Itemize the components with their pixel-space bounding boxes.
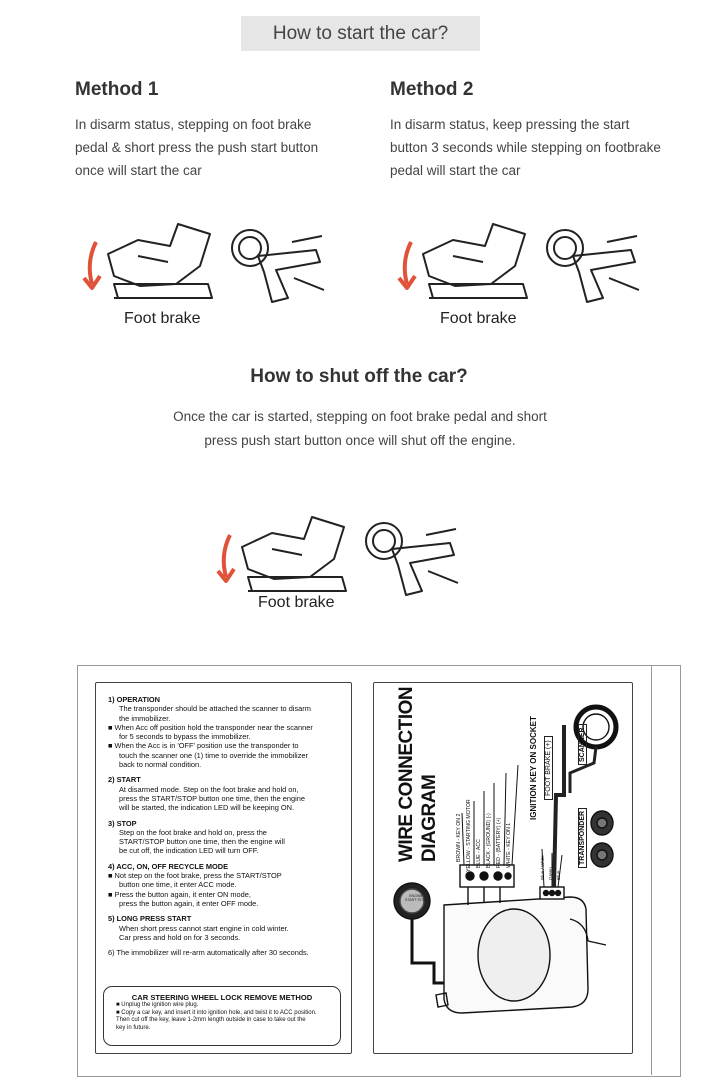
diagram-title: WIRE CONNECTION: [396, 686, 417, 862]
method2-heading: Method 2: [390, 79, 474, 100]
method1-heading: Method 1: [75, 79, 159, 100]
lock-remove-box: CAR STEERING WHEEL LOCK REMOVE METHOD ■ Unplug the ignition wire plug. ■ Copy a car key, and insert it into ignition hole, and twist it to ACC position. Then cut off the key, leave 1-2mm length outside in case to take out the key in future.: [103, 986, 341, 1046]
shutoff-line: Once the car is started, stepping on foot brake pedal and short: [173, 409, 547, 424]
ignition-socket-label: IGNITION KEY ON SOCKET: [529, 716, 538, 820]
manual-section: 4) ACC, ON, OFF RECYCLE MODE ■ Not step on the foot brake, press the START/STOP button one time, it enter ACC mode. ■ Press the button again, it enter ON mode, press the button again, it enter OFF mode.: [108, 861, 282, 908]
manual-section: 5) LONG PRESS START When short press cannot start engine in cold winter. Car press and hold on for 3 seconds.: [108, 914, 289, 942]
diagram-subtitle: DIAGRAM: [419, 774, 440, 862]
method2-line: In disarm status, keep pressing the start: [390, 117, 630, 132]
foot-brake-wire-label: FOOT BRAKE (+): [544, 736, 553, 800]
foot-icon: [242, 517, 344, 579]
manual-section: 1) OPERATION The transponder should be attached the scanner to disarm the immobilizer. ■ When Acc off position hold the transponder near the scanner for 5 seconds to bypass the immobilizer. ■ When the Acc is in 'OFF' position use the transponder to touch the scanner one (1) time to override the immobilizer back to normal condition.: [108, 695, 313, 770]
foot-brake-illustration: [212, 505, 472, 605]
start-button-text: ENGINE START STOP: [404, 894, 428, 902]
instructions-text: [108, 695, 344, 963]
foot-brake-illustration: [78, 212, 338, 312]
divider: [651, 665, 652, 1075]
finger-icon: [573, 250, 635, 302]
manual-section: 2) START At disarmed mode. Step on the foot brake and hold on, press the START/STOP button one time, then the engine will be started, the indication LED will be keeping ON.: [108, 775, 305, 813]
pedal-arrow-icon: [90, 242, 96, 284]
small-wire-label: Blue: [556, 870, 561, 880]
transponder-label: TRANSPONDER: [578, 808, 587, 868]
finger-icon: [258, 250, 320, 302]
wire-label: YELLOW - STARTING MOTOR: [466, 799, 472, 872]
scanner-label: SCANNER: [578, 724, 587, 765]
push-start-button-icon: [232, 230, 268, 266]
shutoff-heading: How to shut off the car?: [250, 366, 468, 387]
wire-label: BROWN - KEY ON 2: [456, 813, 462, 862]
method2-line: button 3 seconds while stepping on footbrake: [390, 140, 661, 155]
method2-text: [390, 113, 690, 182]
shutoff-line: press push start button once will shut off the engine.: [204, 433, 516, 448]
manual-section: 6) The immobilizer will re-arm automatically after 30 seconds.: [108, 948, 309, 958]
method1-line: once will start the car: [75, 163, 202, 178]
wire-label: BLACK - (GROUND) (-): [486, 813, 492, 868]
method2-line: pedal will start the car: [390, 163, 521, 178]
wire-label: WHITE - KEY ON 1: [506, 822, 512, 868]
foot-brake-illustration: [393, 212, 653, 312]
method1-line: In disarm status, stepping on foot brake: [75, 117, 312, 132]
foot-icon: [108, 224, 210, 286]
foot-brake-label: Foot brake: [124, 310, 201, 327]
foot-brake-label: Foot brake: [440, 310, 517, 327]
pedal-arrow-icon: [405, 242, 411, 284]
foot-icon: [423, 224, 525, 286]
finger-icon: [392, 543, 454, 595]
method1-line: pedal & short press the push start button: [75, 140, 319, 155]
small-wire-label: Blue / White: [540, 855, 545, 880]
page-title: How to start the car?: [241, 16, 480, 51]
manual-section: 3) STOP Step on the foot brake and hold on, press the START/STOP button one time, then the engine will be cut off, the indication LED will turn OFF.: [108, 818, 285, 856]
lock-remove-title: CAR STEERING WHEEL LOCK REMOVE METHOD: [131, 993, 313, 1002]
shutoff-text: [140, 405, 580, 453]
small-wire-label: Green: [548, 867, 553, 880]
push-start-button-icon: [547, 230, 583, 266]
foot-brake-label: Foot brake: [258, 594, 335, 611]
method1-text: [75, 113, 365, 182]
wire-label: RED - (BATTERY) (+): [496, 817, 502, 868]
wire-label: BLUE - ACC: [476, 839, 482, 868]
pedal-arrow-icon: [224, 535, 230, 577]
push-start-button-icon: [366, 523, 402, 559]
